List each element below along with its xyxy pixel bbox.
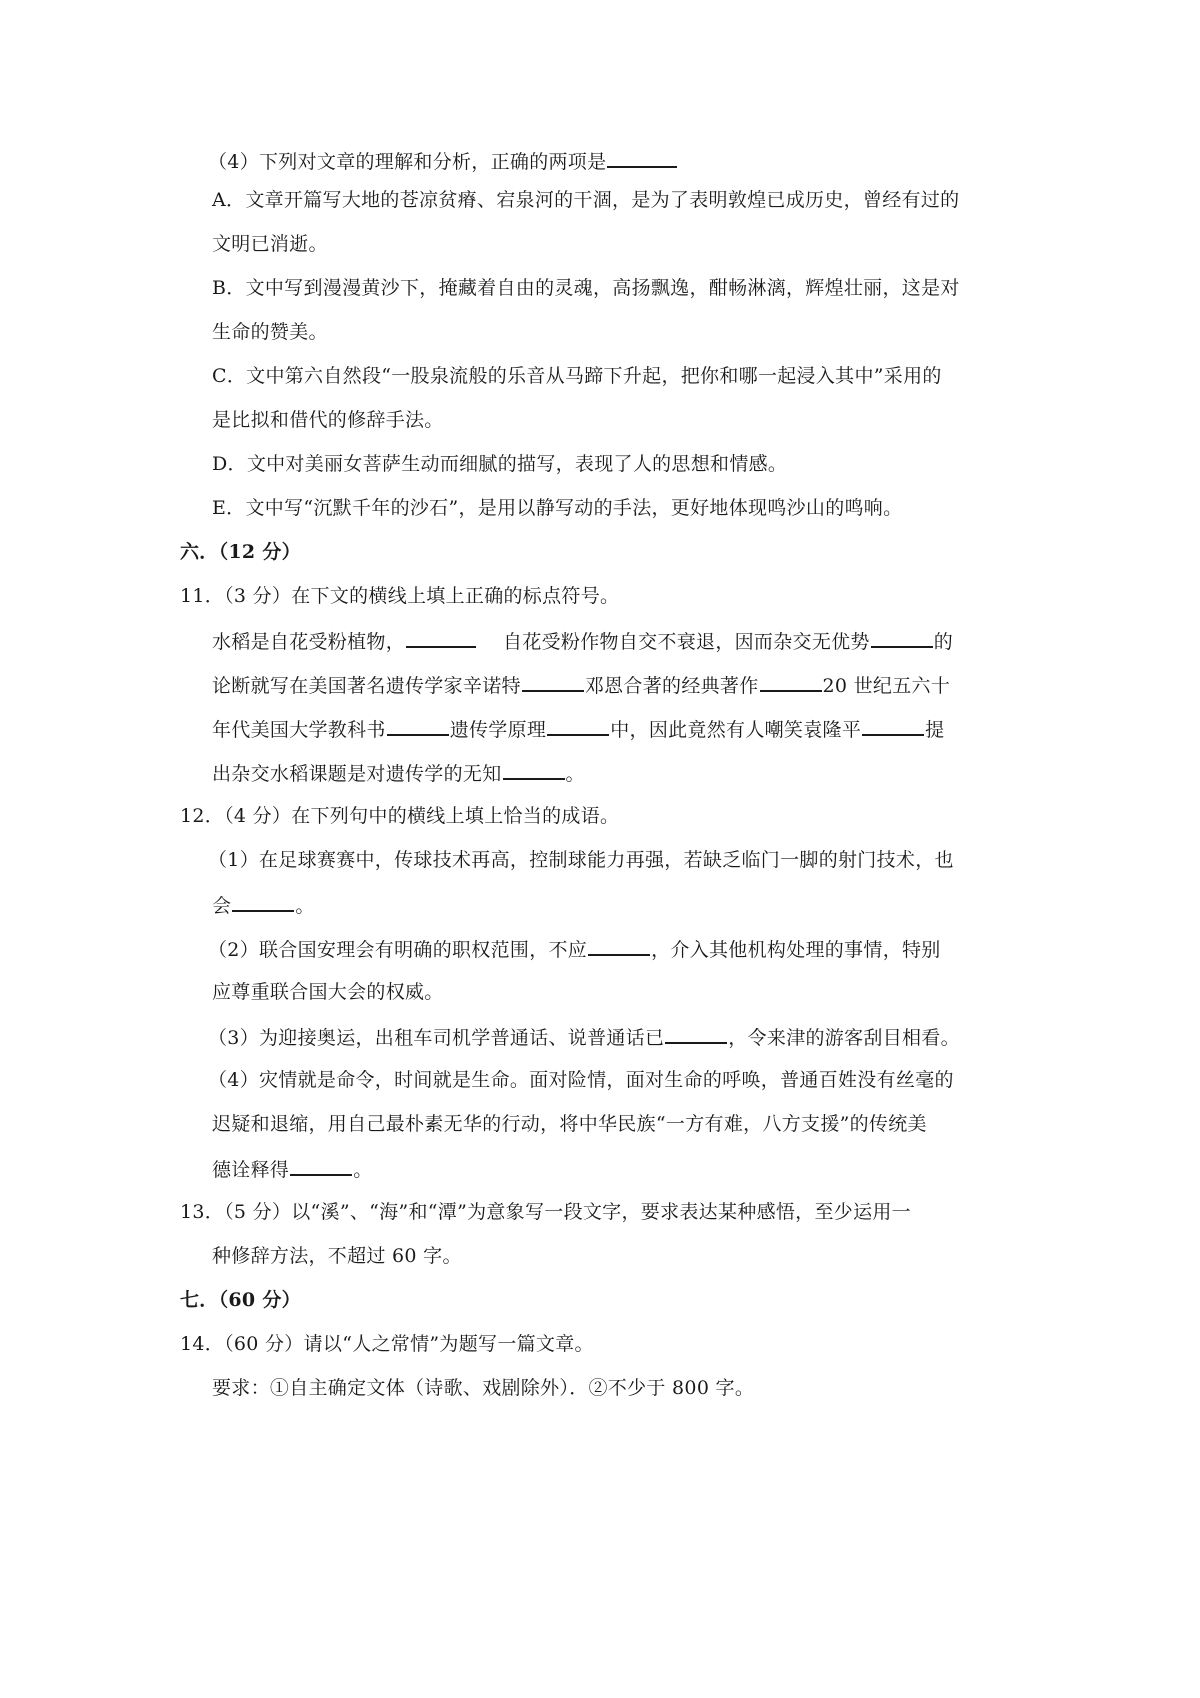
q12-s4-line1: （4）灾情就是命令，时间就是生命。面对险情，面对生命的呼唤，普通百姓没有丝毫的 (208, 1069, 954, 1091)
option-c-line1: C．文中第六自然段“一股泉流般的乐音从马蹄下升起，把你和哪一起浸入其中”采用的 (212, 365, 942, 387)
answer-blank[interactable] (522, 672, 584, 692)
q11-text: 水稻是自花受粉植物， (212, 631, 406, 653)
q12-s3-line1 (208, 1024, 960, 1050)
answer-blank[interactable] (503, 760, 565, 780)
option-e-line1: E．文中写“沉默千年的沙石”，是用以静写动的手法，更好地体现鸣沙山的鸣响。 (212, 497, 903, 519)
option-b-line1: B．文中写到漫漫黄沙下，掩藏着自由的灵魂，高扬飘逸，酣畅淋漓，辉煌壮丽，这是对 (212, 277, 960, 299)
answer-blank[interactable] (232, 892, 294, 912)
q11-text: 中，因此竟然有人嘲笑袁隆平 (610, 719, 862, 741)
answer-blank[interactable] (760, 672, 822, 692)
q14-requirements: 要求：①自主确定文体（诗歌、戏剧除外）．②不少于 800 字。 (212, 1377, 755, 1399)
q12-text: （3）为迎接奥运，出租车司机学普通话、说普通话已 (208, 1027, 665, 1049)
section-6-title: 六．（12 分） (180, 541, 301, 563)
q12-s1-line1: （1）在足球赛赛中，传球技术再高，控制球能力再强，若缺乏临门一脚的射门技术，也 (208, 849, 954, 871)
q11-text: 邓恩合著的经典著作 (584, 675, 759, 697)
q12-text: （2）联合国安理会有明确的职权范围，不应 (208, 939, 588, 961)
answer-blank[interactable] (665, 1024, 727, 1044)
q11-text: 出杂交水稻课题是对遗传学的无知 (212, 763, 502, 785)
q12-s1-line2 (212, 892, 315, 918)
q12-s4-line3 (212, 1156, 373, 1182)
q11-line4 (212, 760, 585, 786)
q11-text: 论断就写在美国著名遗传学家辛诺特 (212, 675, 521, 697)
answer-blank[interactable] (406, 628, 476, 648)
q13-line2: 种修辞方法，不超过 60 字。 (212, 1245, 462, 1267)
answer-blank[interactable] (290, 1156, 352, 1176)
answer-blank[interactable] (871, 628, 933, 648)
q12-text: 。 (353, 1159, 373, 1181)
q11-text: 。 (565, 763, 585, 785)
q11-text: 自花受粉作物自交不衰退，因而杂交无优势 (503, 631, 870, 653)
q12-s4-line2: 迟疑和退缩，用自己最朴素无华的行动，将中华民族“一方有难，八方支援”的传统美 (212, 1113, 927, 1135)
q10-4-stem (208, 148, 678, 174)
q12-text: ，介入其他机构处理的事情，特别 (651, 939, 941, 961)
answer-blank[interactable] (588, 936, 650, 956)
q11-text: 的 (933, 631, 954, 653)
q11-line1 (212, 628, 953, 654)
answer-blank[interactable] (862, 716, 924, 736)
q12-text: 德诠释得 (212, 1159, 290, 1181)
q10-4-stem-text: （4）下列对文章的理解和分析，正确的两项是 (208, 151, 607, 173)
option-d-line1: D．文中对美丽女菩萨生动而细腻的描写，表现了人的思想和情感。 (212, 453, 788, 475)
q12-text: ，令来津的游客刮目相看。 (728, 1027, 960, 1049)
q12-s2-line1 (208, 936, 941, 962)
option-c-line2: 是比拟和借代的修辞手法。 (212, 409, 444, 431)
option-b-line2: 生命的赞美。 (212, 321, 328, 343)
option-a-line1: A．文章开篇写大地的苍凉贫瘠、宕泉河的干涸，是为了表明敦煌已成历史，曾经有过的 (212, 189, 960, 211)
answer-blank[interactable] (387, 716, 449, 736)
section-7-title: 七．（60 分） (180, 1289, 301, 1311)
q12-stem: 12．（4 分）在下列句中的横线上填上恰当的成语。 (180, 805, 620, 827)
q11-stem: 11．（3 分）在下文的横线上填上正确的标点符号。 (180, 585, 620, 607)
option-a-line2: 文明已消逝。 (212, 233, 328, 255)
answer-blank[interactable] (607, 148, 677, 168)
q13-line1: 13．（5 分）以“溪”、“海”和“潭”为意象写一段文字，要求表达某种感悟，至少运用一 (180, 1201, 911, 1223)
q11-line3 (212, 716, 944, 742)
answer-blank[interactable] (547, 716, 609, 736)
q12-text: 。 (295, 895, 315, 917)
q11-text: 年代美国大学教科书 (212, 719, 386, 741)
q12-s2-line2: 应尊重联合国大会的权威。 (212, 981, 444, 1003)
q11-line2 (212, 672, 950, 698)
q11-text: 提 (925, 719, 945, 741)
q12-text: 会 (212, 895, 232, 917)
q14-stem: 14．（60 分）请以“人之常情”为题写一篇文章。 (180, 1333, 594, 1355)
q11-text: 20 世纪五六十 (822, 675, 951, 697)
q11-text: 遗传学原理 (449, 719, 547, 741)
